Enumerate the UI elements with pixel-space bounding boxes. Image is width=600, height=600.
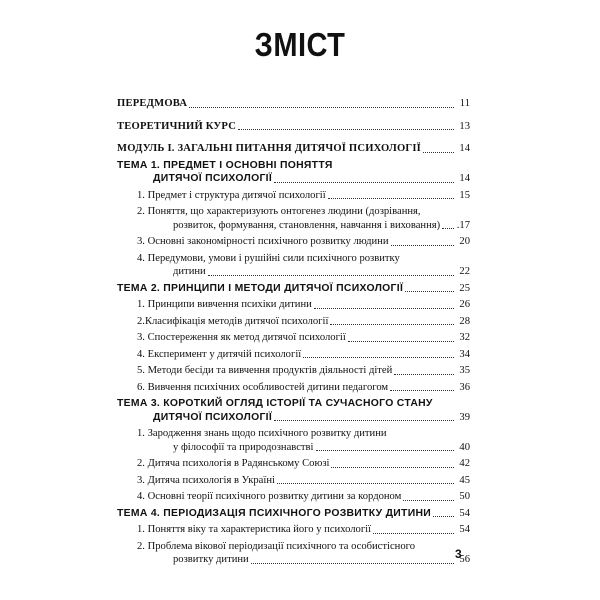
toc-entry-text: 1. Принципи вивчення психіки дитини [137,299,312,310]
dot-leader [330,324,454,325]
toc-page-number: 26 [459,299,470,310]
toc-entry-text: у філософії та природознавстві [173,441,314,453]
toc-entry [117,490,470,504]
toc-entry [117,205,470,232]
toc-entry-text: ТЕОРЕТИЧНИЙ КУРС [117,120,237,132]
toc-entry-text: 3. Спостереження як метод дитячої психології [137,332,346,343]
dot-leader [208,275,454,276]
dot-leader [277,483,454,484]
toc-entry-text: 2. Проблема вікової періодизації психічного та особистісного [137,540,416,552]
toc-page-number: 32 [459,332,470,343]
toc-entry [117,282,470,296]
toc-page-number: 54 [459,507,470,519]
toc-page-number: 28 [459,315,470,327]
toc-page-number: 40 [459,441,470,453]
toc-entry-text: розвиток, формування, становлення, навчання і виховання) [173,219,441,231]
toc-page-number: 20 [459,236,470,247]
toc-entry [117,159,470,186]
toc-page-number: .17 [456,219,470,231]
toc-entry-text: 4. Основні теорії психічного розвитку дитини за кордоном [137,491,402,502]
table-of-contents [117,97,470,567]
dot-leader [238,129,454,130]
dot-leader [331,467,454,468]
toc-entry [117,381,470,395]
dot-leader [303,357,454,358]
dot-leader [394,374,454,375]
toc-entry-text: ДИТЯЧОЇ ПСИХОЛОГІЇ [153,411,273,423]
dot-leader [328,198,454,199]
dot-leader [314,308,454,309]
dot-leader [442,228,454,229]
toc-page-number: 14 [459,143,470,154]
toc-entry-text: ПЕРЕДМОВА [117,98,188,109]
toc-page-number: 50 [459,491,470,502]
toc-entry-text: 1. Зародження знань щодо психічного розвитку дитини [137,428,387,439]
toc-entry [117,397,470,424]
toc-entry [117,523,470,537]
toc-entry-text: ТЕМА 3. КОРОТКИЙ ОГЛЯД ІСТОРІЇ ТА СУЧАСНОГО СТАНУ [117,398,433,409]
dot-leader [403,500,454,501]
toc-entry [117,315,470,329]
dot-leader [391,245,454,246]
toc-page-number: 39 [459,411,470,423]
toc-page-number: 34 [459,348,470,360]
toc-entry [117,331,470,345]
toc-entry-text: 1. Поняття віку та характеристика його у психології [137,524,372,535]
dot-leader [405,291,454,292]
toc-page-number: 14 [459,173,470,184]
toc-entry-text: 2.Класифікація методів дитячої психології [137,315,329,327]
toc-page-number: 13 [459,120,470,132]
toc-entry-text: 2. Дитяча психологія в Радянському Союзі [137,458,330,469]
page-number: 3 [455,547,462,561]
page-title: ЗМІСТ [254,26,346,63]
toc-entry [117,507,470,521]
toc-page-number: 15 [459,189,470,201]
toc-entry-text: 6. Вивчення психічних особливостей дитини педагогом [137,381,389,393]
toc-entry [117,474,470,488]
toc-entry-text: ДИТЯЧОЇ ПСИХОЛОГІЇ [153,173,273,184]
toc-entry [117,457,470,471]
toc-entry-text: 3. Дитяча психологія в Україні [137,474,275,486]
toc-entry-text: 5. Методи бесіди та вивчення продуктів діяльності дітей [137,365,393,376]
toc-page-number: 11 [459,98,470,109]
toc-entry [117,120,470,134]
dot-leader [373,533,454,534]
toc-entry [117,298,470,312]
toc-page-number: 35 [459,365,470,376]
toc-entry-text: МОДУЛЬ І. ЗАГАЛЬНІ ПИТАННЯ ДИТЯЧОЇ ПСИХОЛОГІЇ [117,143,422,154]
toc-page-number: 22 [459,266,470,277]
toc-page-number: 42 [459,458,470,469]
toc-page-number: 25 [459,282,470,294]
dot-leader [390,390,454,391]
toc-entry [117,189,470,203]
dot-leader [423,152,454,153]
toc-entry [117,97,470,111]
toc-entry-text: 4. Передумови, умови і рушійні сили психічного розвитку [137,252,400,264]
toc-entry-text: 2. Поняття, що характеризують онтогенез людини (дозрівання, [137,206,421,217]
toc-page-number: 56 [459,554,470,565]
toc-page-number: 45 [459,474,470,486]
dot-leader [316,450,455,451]
toc-entry [117,235,470,249]
toc-entry-text: ТЕМА 2. ПРИНЦИПИ І МЕТОДИ ДИТЯЧОЇ ПСИХОЛОГІЇ [117,282,404,294]
toc-entry-text: 4. Експеримент у дитячій психології [137,348,302,360]
toc-entry-text: дитини [173,266,206,277]
toc-page-number: 54 [459,524,470,535]
toc-entry-text: розвитку дитини [173,554,249,565]
toc-entry-text: 1. Предмет і структура дитячої психології [137,189,326,201]
toc-page-number: 36 [459,381,470,393]
toc-entry-text: ТЕМА 1. ПРЕДМЕТ І ОСНОВНІ ПОНЯТТЯ [117,159,333,171]
toc-entry [117,427,470,454]
toc-entry-text: 3. Основні закономірності психічного розвитку людини [137,236,389,247]
toc-entry [117,252,470,279]
toc-entry [117,348,470,362]
dot-leader [189,107,454,108]
dot-leader [251,563,454,564]
dot-leader [274,420,454,421]
toc-entry-text: ТЕМА 4. ПЕРІОДИЗАЦІЯ ПСИХІЧНОГО РОЗВИТКУ ДИТИНИ [117,507,432,519]
dot-leader [348,341,454,342]
toc-entry [117,540,470,567]
dot-leader [433,516,454,517]
dot-leader [274,182,454,183]
toc-entry [117,142,470,156]
toc-entry [117,364,470,378]
